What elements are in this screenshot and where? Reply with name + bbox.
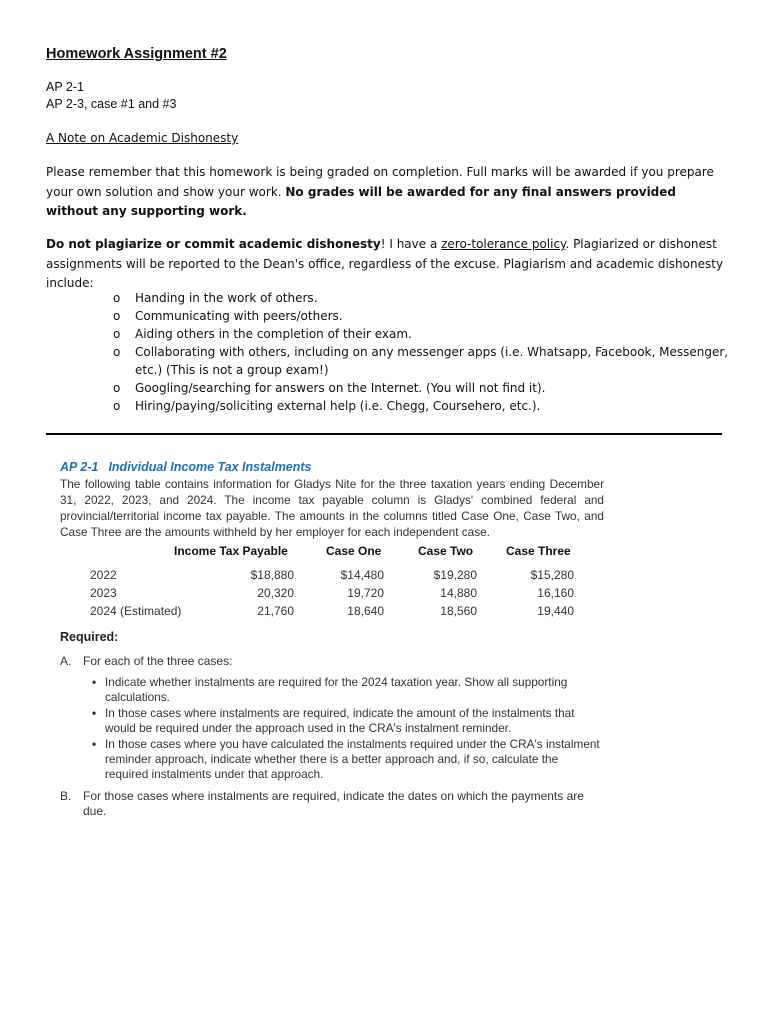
list-item: o Aiding others in the completion of their exam. (113, 327, 412, 341)
completion-paragraph (46, 163, 726, 222)
academic-dishonesty-heading: A Note on Academic Dishonesty (46, 131, 239, 145)
part-a (60, 654, 608, 670)
bullet-marker: o (113, 381, 121, 395)
plagiarism-text-1: ! I have a (380, 237, 442, 251)
plagiarism-warning: Do not plagiarize or commit academic dishonesty (46, 237, 381, 251)
column-header: Case One (326, 544, 382, 558)
bullet-marker: o (113, 327, 121, 341)
no-grades-warning: No grades will be awarded for any final answers provided without any supporting work. (46, 184, 676, 218)
completion-text: Please remember that this homework is being graded on completion. Full marks will be awarded if you prepare your own solution and show your work. (46, 165, 714, 199)
bullet-marker: o (113, 309, 121, 323)
table-cell: 20,320 (257, 586, 294, 600)
required-label: Required: (60, 630, 119, 644)
bullet-dot: • (92, 706, 97, 720)
table-cell: 18,640 (347, 604, 384, 618)
part-letter: B. (60, 789, 72, 803)
part-letter: A. (60, 654, 72, 668)
part-a-bullet: • In those cases where you have calculated the instalments required under the CRA's instalment reminder approach, indicate whether there is a better approach and, if so, calculate the required instalments under that approach. (92, 737, 600, 781)
problem-title: Individual Income Tax Instalments (108, 460, 312, 474)
column-header: Income Tax Payable (174, 544, 288, 558)
problem-intro: The following table contains information for Gladys Nite for the three taxation years ending December 31, 2022, 2023, and 2024. The income tax payable column is Gladys' combined federal and provincial/territorial income tax payable. The amounts in the columns titled Case One, Case Two, and Case Three are the amounts withheld by her employer for each independent case. (60, 477, 604, 539)
table-cell: $18,880 (250, 568, 294, 582)
assignment-ref-2: AP 2-3, case #1 and #3 (46, 97, 177, 111)
bullet-dot: • (92, 737, 97, 751)
row-year: 2022 (90, 568, 117, 582)
row-year: 2023 (90, 586, 117, 600)
part-a-bullet: • In those cases where instalments are required, indicate the amount of the instalments that would be required under the approach used in the CRA's instalment reminder. (92, 706, 575, 735)
column-header: Case Two (418, 544, 474, 558)
table-cell: $15,280 (530, 568, 574, 582)
list-item: o Hiring/paying/soliciting external help (i.e. Chegg, Coursehero, etc.). (113, 399, 541, 413)
zero-tolerance-link: zero-tolerance policy (441, 237, 566, 251)
part-b (60, 789, 608, 821)
table-cell: 16,160 (537, 586, 574, 600)
table-cell: $14,480 (340, 568, 384, 582)
column-header: Case Three (506, 544, 571, 558)
list-item: o Handing in the work of others. (113, 291, 318, 305)
part-a-bullet: • Indicate whether instalments are required for the 2024 taxation year. Show all supporting calculations. (92, 675, 568, 704)
table-cell: 19,720 (347, 586, 384, 600)
assignment-title: Homework Assignment #2 (46, 46, 227, 62)
problem-number: AP 2-1 (60, 460, 99, 474)
part-text: For each of the three cases: (83, 654, 233, 668)
plagiarism-paragraph (46, 235, 726, 294)
list-item: o Communicating with peers/others. (113, 309, 343, 323)
table-cell: 18,560 (440, 604, 477, 618)
assignment-ref-1: AP 2-1 (46, 80, 84, 94)
plagiarism-text-2: . Plagiarized or dishonest assignments will be reported to the Dean's office, regardless of the excuse. Plagiarism and academic dishonesty include: (46, 237, 724, 290)
part-text: For those cases where instalments are required, indicate the dates on which the payments are due. (83, 789, 584, 818)
bullet-marker: o (113, 345, 121, 359)
bullet-marker: o (113, 291, 121, 305)
table-cell: 14,880 (440, 586, 477, 600)
section-divider (46, 433, 722, 435)
table-cell: $19,280 (433, 568, 477, 582)
list-item: o Collaborating with others, including on any messenger apps (i.e. Whatsapp, Facebook, Messenger, etc.) (This is not a group exam!) (113, 345, 729, 377)
table-cell: 21,760 (257, 604, 294, 618)
dishonesty-list (113, 289, 733, 415)
table-cell: 19,440 (537, 604, 574, 618)
problem-heading (60, 460, 312, 474)
bullet-dot: • (92, 675, 97, 689)
list-item: o Googling/searching for answers on the Internet. (You will not find it). (113, 381, 546, 395)
row-year: 2024 (Estimated) (90, 604, 182, 618)
bullet-marker: o (113, 399, 121, 413)
